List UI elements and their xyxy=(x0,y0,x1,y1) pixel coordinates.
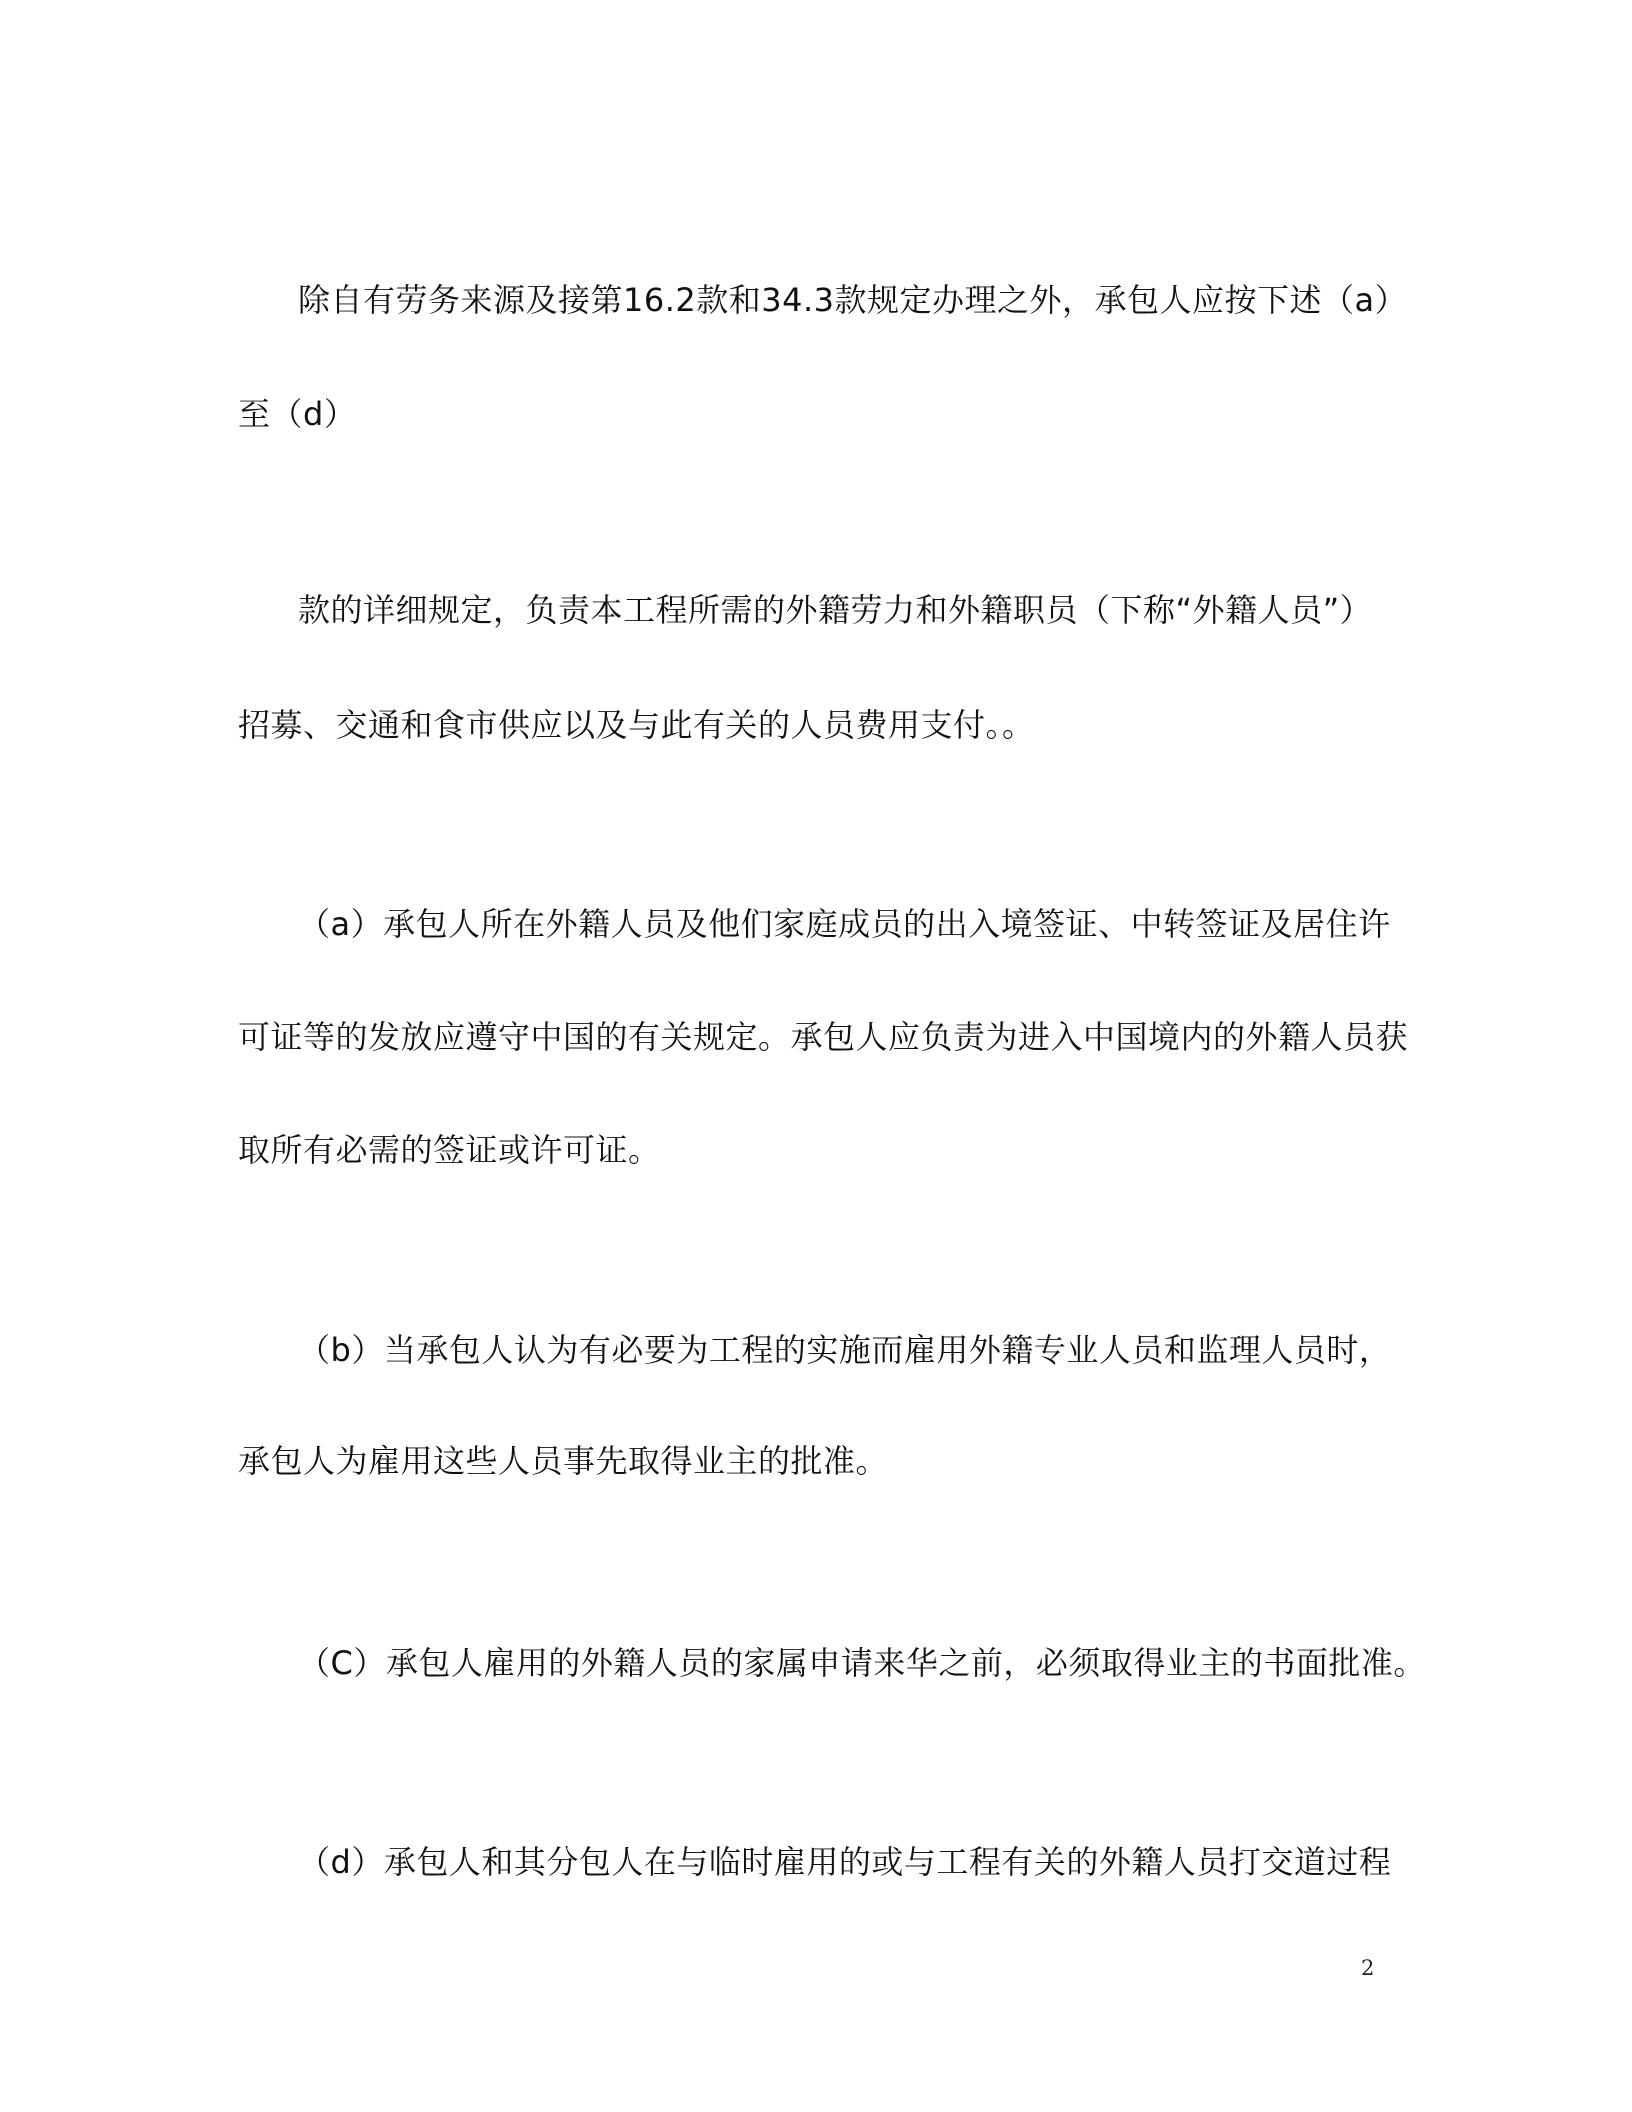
paragraph-2-line-2: 招募、交通和食市供应以及与此有关的人员费用支付。。 xyxy=(238,706,1035,744)
paragraph-2-line-1: 款的详细规定，负责本工程所需的外籍劳力和外籍职员（下称“外籍人员”） xyxy=(298,591,1373,629)
paragraph-1-line-2: 至（d） xyxy=(238,395,357,433)
paragraph-6-line-1: （d）承包人和其分包人在与临时雇用的或与工程有关的外籍人员打交道过程 xyxy=(298,1843,1392,1881)
page-number: 2 xyxy=(1361,1956,1375,1980)
paragraph-1-line-1: 除自有劳务来源及接第16.2款和34.3款规定办理之外，承包人应按下述（a） xyxy=(298,281,1408,319)
paragraph-5-line-1: （C）承包人雇用的外籍人员的家属申请来华之前，必须取得业主的书面批准。 xyxy=(298,1644,1426,1682)
paragraph-3-line-2: 可证等的发放应遵守中国的有关规定。承包人应负责为进入中国境内的外籍人员获 xyxy=(238,1018,1409,1056)
paragraph-4-line-1: （b）当承包人认为有必要为工程的实施而雇用外籍专业人员和监理人员时， xyxy=(298,1331,1392,1369)
paragraph-3-line-3: 取所有必需的签证或许可证。 xyxy=(238,1131,661,1169)
paragraph-3-line-1: （a）承包人所在外籍人员及他们家庭成员的出入境签证、中转签证及居住许 xyxy=(298,905,1391,943)
paragraph-4-line-2: 承包人为雇用这些人员事先取得业主的批准。 xyxy=(238,1442,889,1480)
